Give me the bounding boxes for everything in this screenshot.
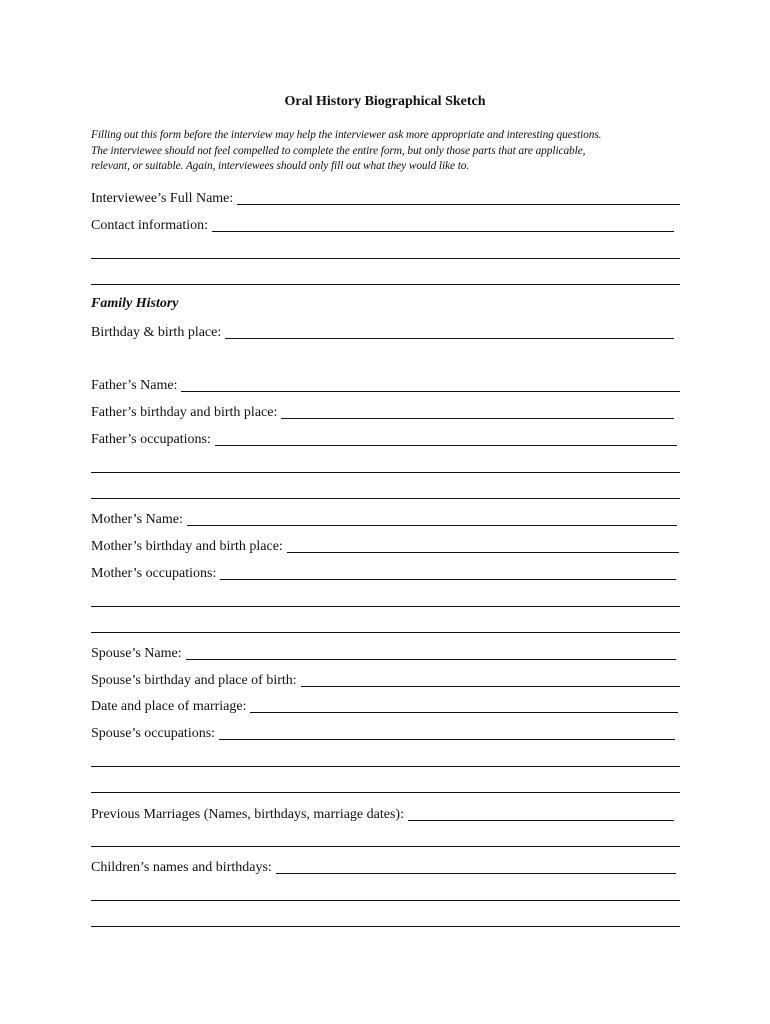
intro-paragraph: [91, 128, 691, 175]
father-name-label: Father’s Name:: [91, 378, 178, 393]
mother-occupations-extra-line[interactable]: [91, 617, 680, 637]
section-heading-family-history: Family History: [91, 296, 179, 311]
full-name-line[interactable]: [237, 189, 680, 205]
spouse-occupations-line[interactable]: [219, 724, 675, 740]
mother-occupations-extra-line[interactable]: [91, 591, 680, 611]
mother-name-label: Mother’s Name:: [91, 512, 183, 527]
mother-birthday-line[interactable]: [287, 537, 679, 553]
spouse-birthday-field[interactable]: [91, 670, 680, 690]
spouse-occupations-extra-line[interactable]: [91, 777, 680, 797]
children-extra-line[interactable]: [91, 885, 680, 905]
father-occupations-field[interactable]: [91, 429, 677, 449]
intro-line: Filling out this form before the interview may help the interviewer ask more appropriate and interesting questions.: [91, 129, 602, 141]
intro-line: relevant, or suitable. Again, interviewees should only fill out what they would like to.: [91, 160, 470, 172]
mother-birthday-label: Mother’s birthday and birth place:: [91, 539, 283, 554]
mother-occupations-line[interactable]: [220, 564, 676, 580]
father-occupations-extra-line[interactable]: [91, 457, 680, 477]
spouse-occupations-extra-line[interactable]: [91, 751, 680, 771]
spouse-occupations-field[interactable]: [91, 723, 675, 743]
mother-occupations-label: Mother’s occupations:: [91, 566, 217, 581]
father-name-line[interactable]: [181, 376, 680, 392]
full-name-field[interactable]: [91, 188, 680, 208]
spouse-name-field[interactable]: [91, 643, 676, 663]
marriage-field[interactable]: [91, 696, 678, 716]
children-label: Children’s names and birthdays:: [91, 860, 272, 875]
spouse-birthday-line[interactable]: [301, 671, 680, 687]
father-occupations-extra-line[interactable]: [91, 483, 680, 503]
contact-extra-line[interactable]: [91, 269, 680, 289]
previous-marriages-field[interactable]: [91, 804, 674, 824]
spouse-name-line[interactable]: [186, 644, 676, 660]
marriage-line[interactable]: [250, 697, 678, 713]
form-title: Oral History Biographical Sketch: [284, 94, 486, 109]
previous-marriages-line[interactable]: [408, 805, 674, 821]
mother-name-line[interactable]: [187, 510, 677, 526]
father-birthday-line[interactable]: [281, 403, 674, 419]
father-occupations-line[interactable]: [215, 430, 677, 446]
contact-line[interactable]: [212, 216, 674, 232]
spouse-birthday-label: Spouse’s birthday and place of birth:: [91, 673, 297, 688]
birthday-field[interactable]: [91, 322, 674, 342]
children-field[interactable]: [91, 857, 676, 877]
mother-occupations-field[interactable]: [91, 563, 676, 583]
previous-marriages-extra-line[interactable]: [91, 831, 680, 851]
mother-name-field[interactable]: [91, 509, 677, 529]
spouse-occupations-label: Spouse’s occupations:: [91, 726, 216, 741]
contact-field[interactable]: [91, 215, 674, 235]
full-name-label: Interviewee’s Full Name:: [91, 191, 234, 206]
father-name-field[interactable]: [91, 375, 680, 395]
intro-line: The interviewee should not feel compelled to complete the entire form, but only those parts that are applicable,: [91, 144, 586, 157]
father-birthday-field[interactable]: [91, 402, 674, 422]
marriage-label: Date and place of marriage:: [91, 699, 247, 714]
children-extra-line[interactable]: [91, 911, 680, 931]
children-line[interactable]: [276, 858, 676, 874]
mother-birthday-field[interactable]: [91, 536, 679, 556]
father-occupations-label: Father’s occupations:: [91, 432, 211, 447]
spouse-name-label: Spouse’s Name:: [91, 646, 182, 661]
contact-label: Contact information:: [91, 218, 209, 233]
father-birthday-label: Father’s birthday and birth place:: [91, 405, 278, 420]
birthday-label: Birthday & birth place:: [91, 325, 222, 340]
previous-marriages-label: Previous Marriages (Names, birthdays, marriage dates):: [91, 807, 404, 822]
contact-extra-line[interactable]: [91, 243, 680, 263]
birthday-line[interactable]: [225, 323, 674, 339]
